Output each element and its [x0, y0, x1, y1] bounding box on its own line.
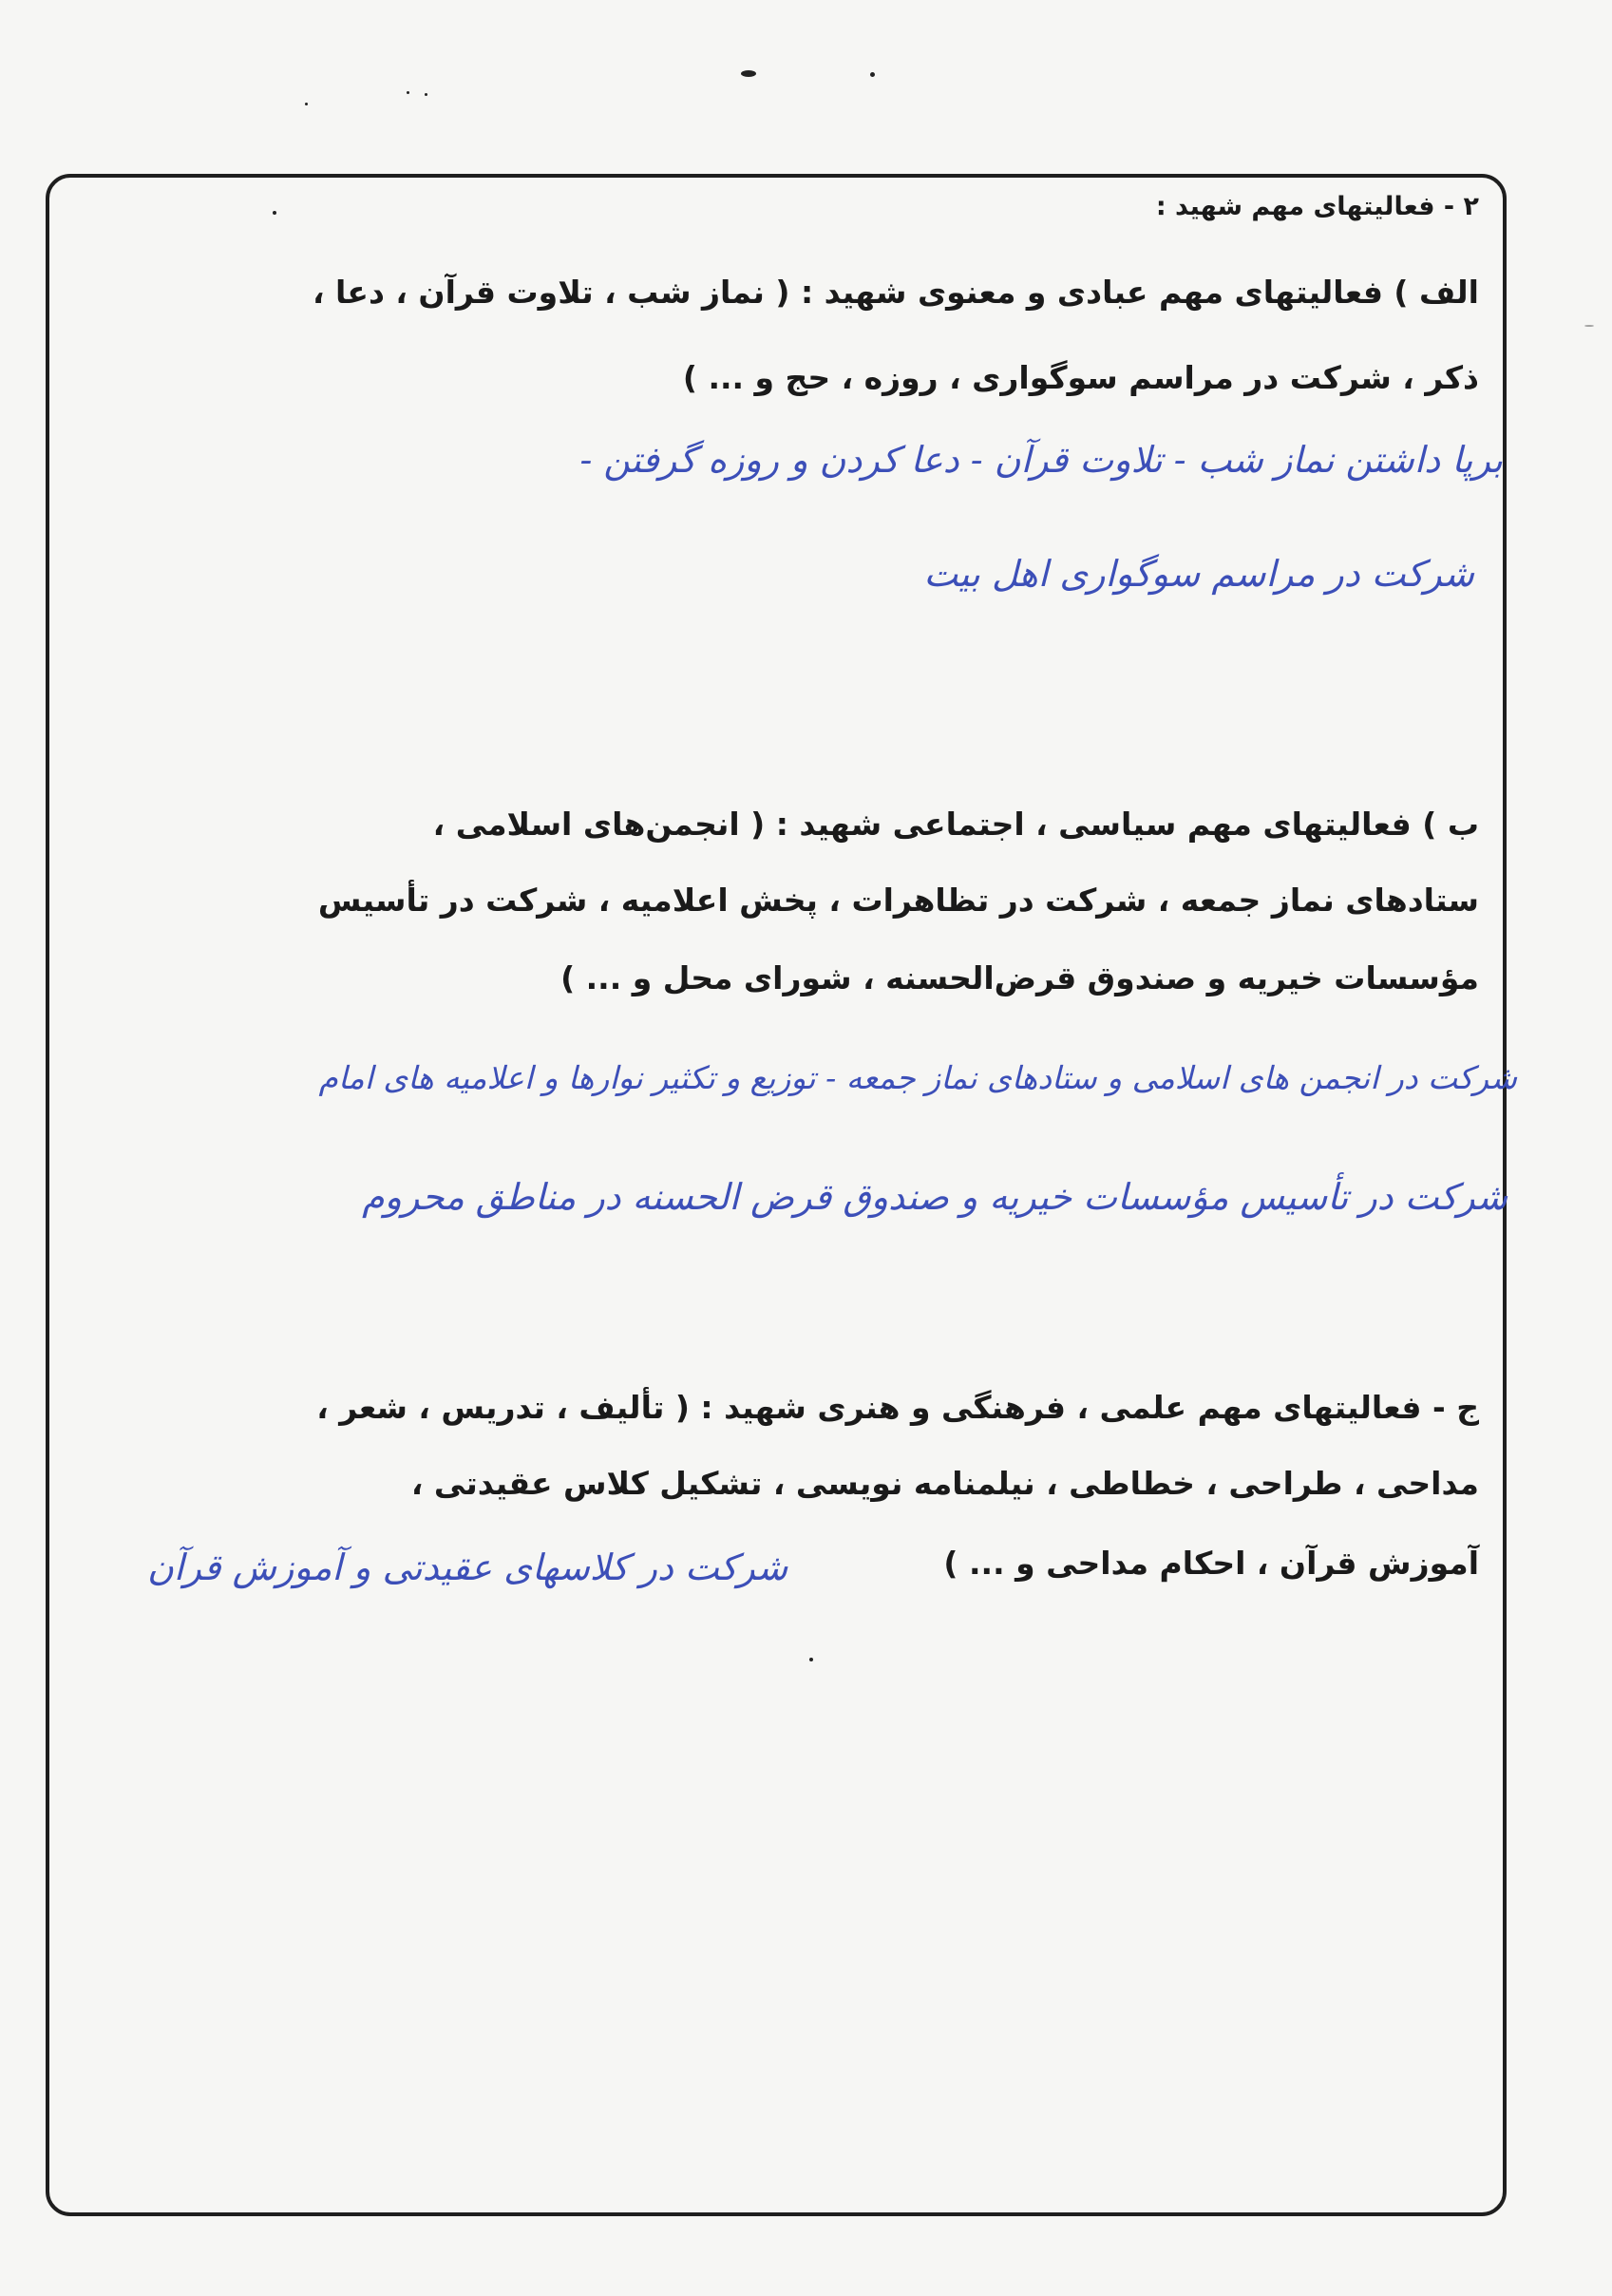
section-a-handwritten-2: شرکت در مراسم سوگواری اهل بیت: [923, 553, 1474, 595]
section-heading: ۲ - فعالیتهای مهم شهید :: [1155, 192, 1479, 221]
section-b-handwritten-1: شرکت در انجمن های اسلامی و ستادهای نماز جمعه - توزیع و تکثیر نوارها و اعلامیه های امام: [318, 1059, 1517, 1096]
scan-speck: [870, 72, 875, 77]
section-b-line-3: مؤسسات خیریه و صندوق قرض‌الحسنه ، شورای محل و ... ): [560, 959, 1479, 996]
scan-speck: [425, 93, 427, 96]
section-b-line-1: ب ) فعالیتهای مهم سیاسی ، اجتماعی شهید : ( انجمن‌های اسلامی ،: [432, 806, 1479, 843]
section-a-line-2: ذکر ، شرکت در مراسم سوگواری ، روزه ، حج و ... ): [682, 359, 1479, 396]
section-c-line-2: مداحی ، طراحی ، خطاطی ، نیلمنامه نویسی ، تشکیل کلاس عقیدتی ،: [410, 1465, 1479, 1502]
section-b-line-2: ستادهای نماز جمعه ، شرکت در تظاهرات ، پخش اعلامیه ، شرکت در تأسیس: [317, 882, 1479, 919]
section-a-handwritten-1: برپا داشتن نماز شب - تلاوت قرآن - دعا کردن و روزه گرفتن -: [579, 439, 1503, 481]
section-c-line-3: آموزش قرآن ، احکام مداحی و ... ): [943, 1545, 1479, 1582]
scan-speck: [305, 103, 308, 105]
section-c-line-1: ج - فعالیتهای مهم علمی ، فرهنگی و هنری شهید : ( تألیف ، تدریس ، شعر ،: [316, 1389, 1479, 1426]
scan-speck: [1584, 325, 1594, 327]
section-c-handwritten-1: شرکت در کلاسهای عقیدتی و آموزش قرآن: [147, 1546, 788, 1588]
section-b-handwritten-2: شرکت در تأسیس مؤسسات خیریه و صندوق قرض الحسنه در مناطق محروم: [362, 1176, 1508, 1218]
scan-speck: [741, 70, 756, 77]
section-a-line-1: الف ) فعالیتهای مهم عبادی و معنوی شهید : ( نماز شب ، تلاوت قرآن ، دعا ،: [313, 274, 1479, 311]
scan-speck: [407, 91, 409, 94]
